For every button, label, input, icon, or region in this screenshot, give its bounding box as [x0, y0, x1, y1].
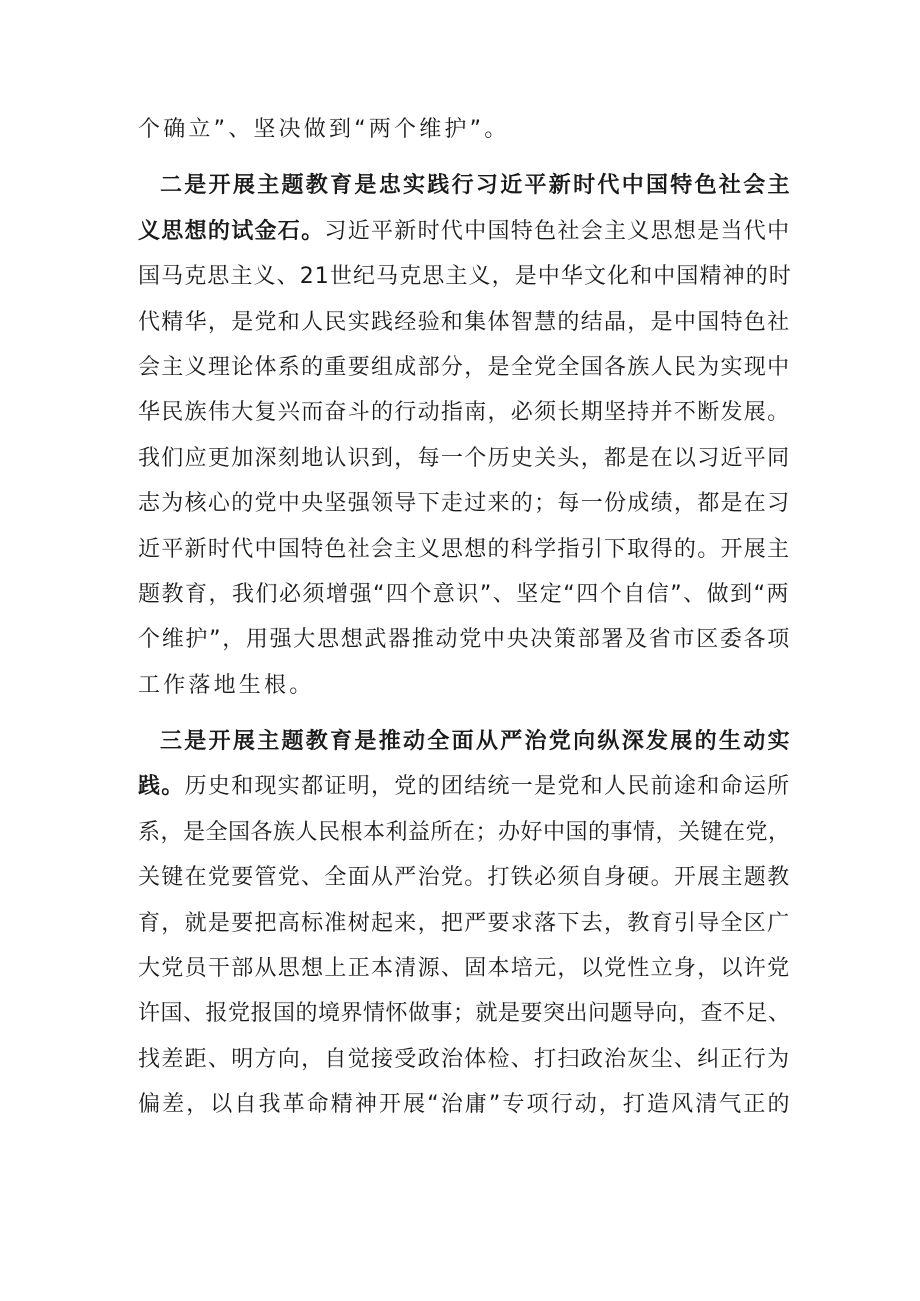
text-line: 偏差，以自我革命精神开展“治庸”专项行动，打造风清气正的: [138, 1092, 792, 1118]
text-line: 会主义理论体系的重要组成部分，是全党全国各族人民为实现中: [138, 354, 791, 380]
text-line: 题教育，我们必须增强“四个意识”、坚定“四个自信”、做到“两: [138, 581, 790, 607]
text-line: 志为核心的党中央坚强领导下走过来的；每一份成绩，都是在习: [138, 491, 791, 517]
text-line: 近平新时代中国特色社会主义思想的科学指引下取得的。开展主: [138, 536, 791, 562]
text-line: 系，是全国各族人民根本利益所在；办好中国的事情，关键在党，: [138, 819, 791, 845]
text-line: 大党员干部从思想上正本清源、固本培元，以党性立身，以许党: [138, 956, 791, 982]
text-line: 育，就是要把高标准树起来，把严要求落下去，教育引导全区广: [138, 910, 791, 936]
text-line: 我们应更加深刻地认识到，每一个历史关头，都是在以习近平同: [138, 445, 791, 471]
text-line: 代精华，是党和人民实践经验和集体智慧的结晶，是中国特色社: [138, 309, 791, 335]
text-line: 找差距、明方向，自觉接受政治体检、打扫政治灰尘、纠正行为: [138, 1046, 791, 1072]
text-line: 个维护”，用强大思想武器推动党中央决策部署及省市区委各项: [138, 627, 791, 653]
text-line: 关键在党要管党、全面从严治党。打铁必须自身硬。开展主题教: [138, 865, 791, 891]
text-line: 践。历史和现实都证明，党的团结统一是党和人民前途和命运所: [138, 774, 791, 800]
text-line: 许国、报党报国的境界情怀做事；就是要突出问题导向，查不足、: [138, 1001, 791, 1027]
paragraph-3: [138, 719, 792, 1128]
paragraph-heading-line: 二是开展主题教育是忠实践行习近平新时代中国特色社会主: [160, 173, 792, 199]
paragraph-2: [138, 163, 792, 708]
text-line: 义思想的试金石。习近平新时代中国特色社会主义思想是当代中: [138, 218, 791, 244]
paragraph-heading-line: 三是开展主题教育是推动全面从严治党向纵深发展的生动实: [160, 729, 792, 755]
text-line: 个确立”、坚决做到“两个维护”。: [138, 117, 510, 142]
paragraph-1: [138, 107, 792, 152]
text-line: 工作落地生根。: [138, 672, 315, 698]
document-body: [138, 107, 792, 1128]
text-line: 国马克思主义、21世纪马克思主义，是中华文化和中国精神的时: [138, 264, 792, 290]
text-line: 华民族伟大复兴而奋斗的行动指南，必须长期坚持并不断发展。: [138, 400, 791, 426]
